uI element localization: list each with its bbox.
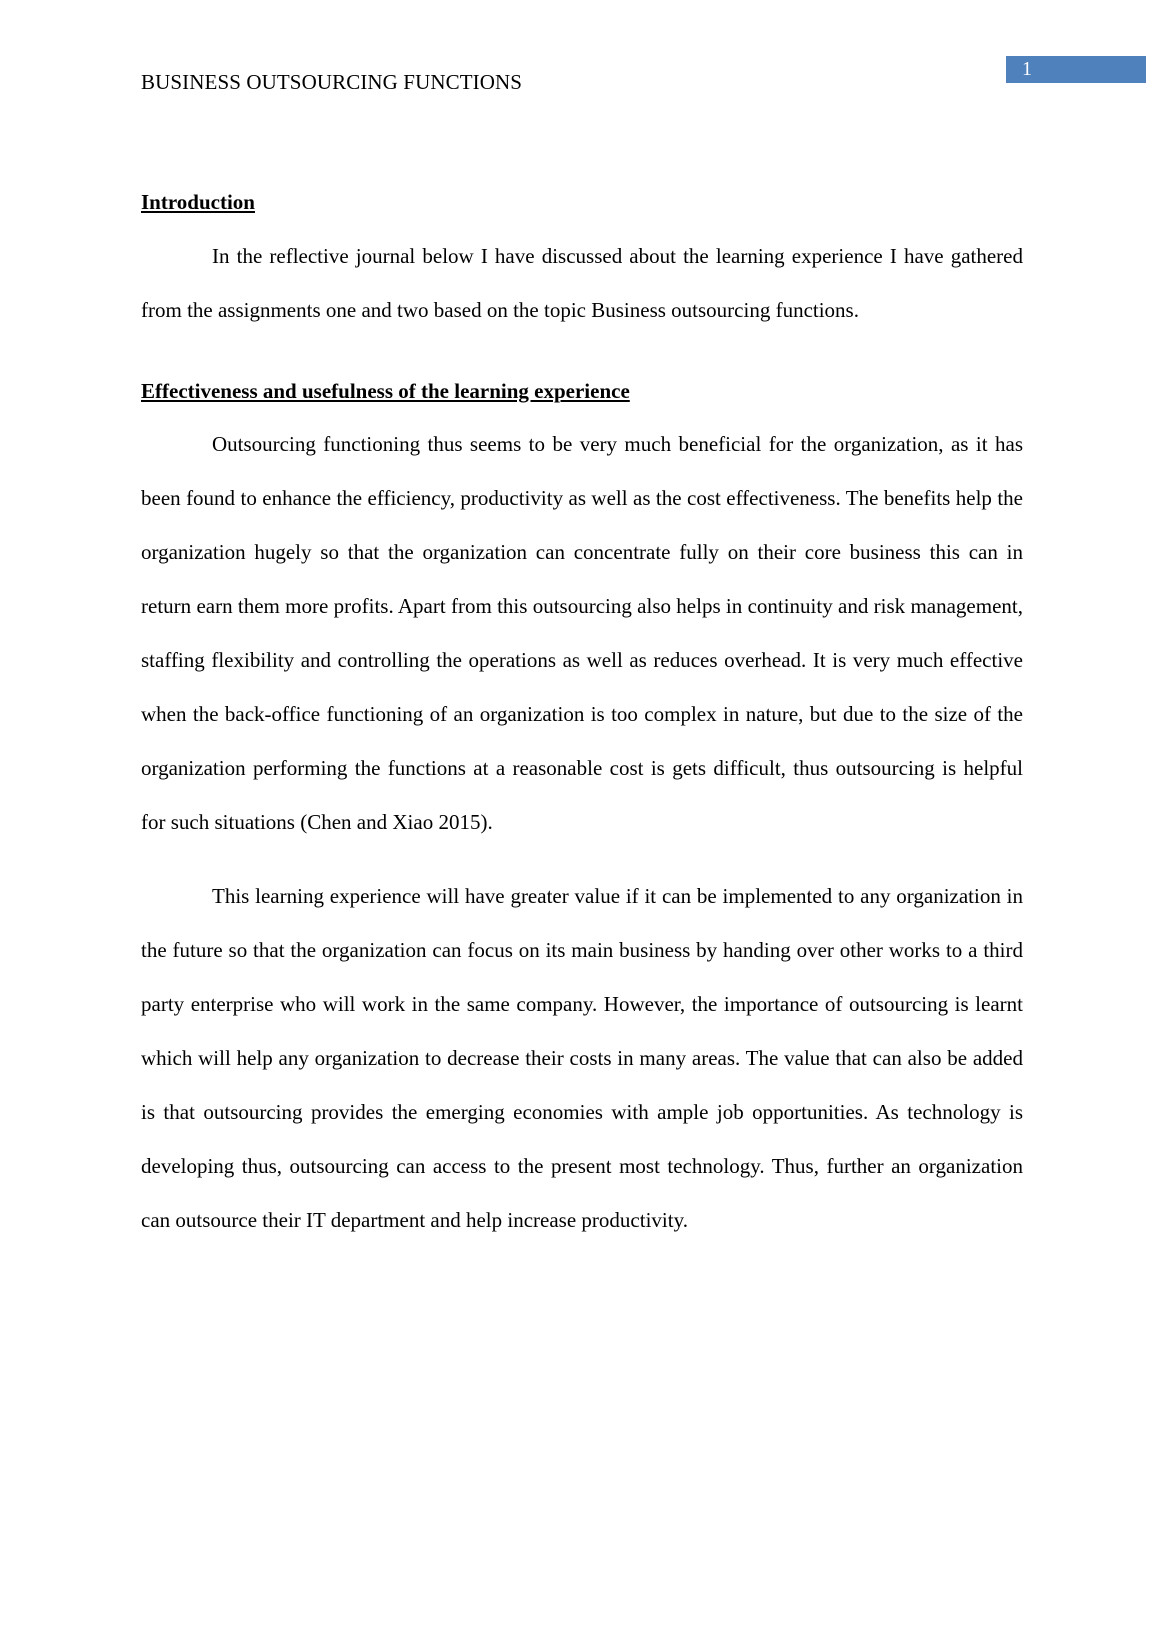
running-header: BUSINESS OUTSOURCING FUNCTIONS <box>141 70 523 94</box>
effectiveness-paragraph-2: This learning experience will have greater value if it can be implemented to any organization in the future so that the organization can focus on its main business by handing over other works to a third party enterprise who will work in the same company. However, the importance of outsourcing is learnt which will help any organization to decrease their costs in many areas. The value that can also be added is that outsourcing provides the emerging economies with ample job opportunities. As technology is developing thus, outsourcing can access to the present most technology. Thus, further an organization can outsource their IT department and help increase productivity. <box>141 884 1023 1232</box>
document-body <box>141 186 1023 1247</box>
effectiveness-paragraph-1: Outsourcing functioning thus seems to be very much beneficial for the organization, as it has been found to enhance the efficiency, productivity as well as the cost effectiveness. The benefits help the organization hugely so that the organization can concentrate fully on their core business this can in return earn them more profits. Apart from this outsourcing also helps in continuity and risk management, staffing flexibility and controlling the operations as well as reduces overhead. It is very much effective when the back-office functioning of an organization is too complex in nature, but due to the size of the organization performing the functions at a reasonable cost is gets difficult, thus outsourcing is helpful for such situations (Chen and Xiao 2015). <box>141 432 1023 834</box>
effectiveness-heading: Effectiveness and usefulness of the learning experience <box>141 379 630 403</box>
page-number: 1 <box>1006 56 1146 83</box>
introduction-heading: Introduction <box>141 190 255 214</box>
introduction-paragraph: In the reflective journal below I have discussed about the learning experience I have gathered from the assignments one and two based on the topic Business outsourcing functions. <box>141 244 1023 322</box>
